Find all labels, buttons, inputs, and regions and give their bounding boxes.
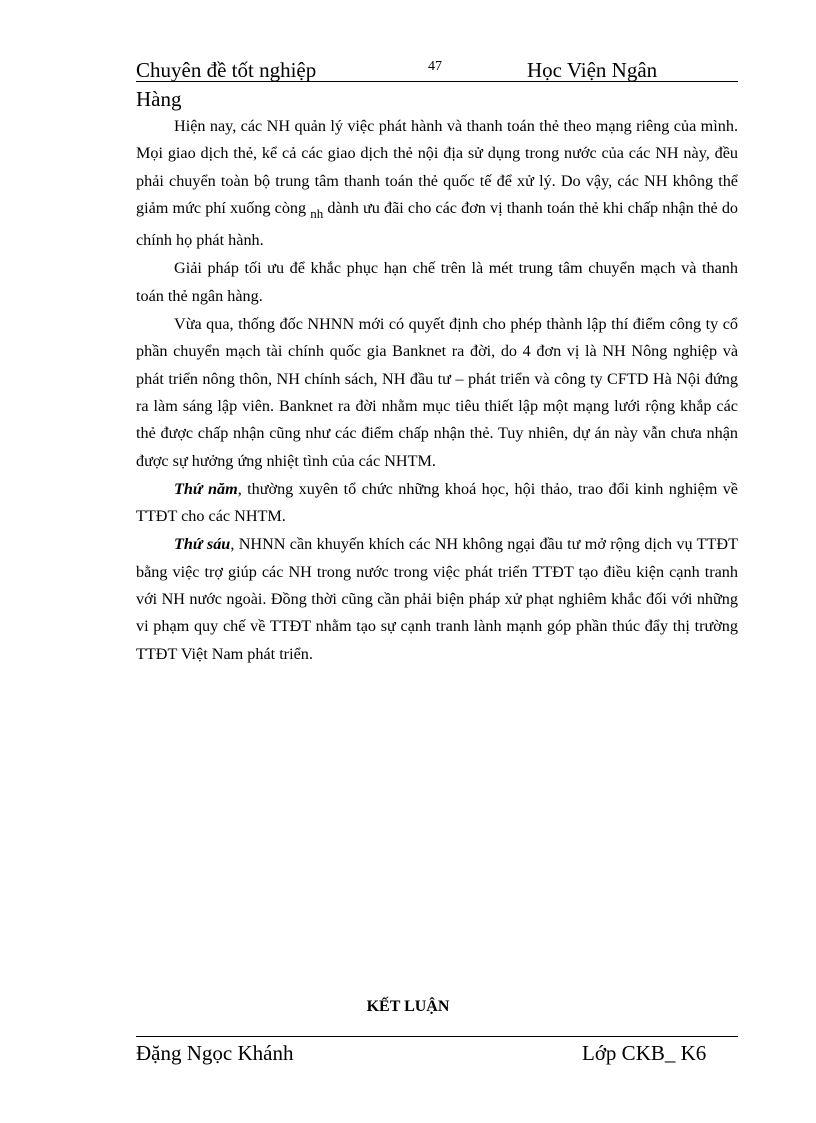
header-institution: Học Viện Ngân — [527, 58, 658, 82]
page-number: 47 — [428, 59, 442, 74]
document-body — [136, 113, 738, 668]
footer-class: Lớp CKB_ K6 — [582, 1041, 707, 1065]
footer-divider — [136, 1036, 738, 1037]
footer-author: Đặng Ngọc Khánh — [136, 1041, 294, 1065]
header-title: Chuyên đề tốt nghiệp — [136, 58, 317, 82]
header-institution-continuation: Hàng — [136, 87, 182, 111]
conclusion-heading: KẾT LUẬN — [366, 998, 450, 1015]
header-divider — [136, 81, 738, 82]
paragraph-5: Thứ sáu, NHNN cần khuyến khích các NH không ngại đầu tư mở rộng dịch vụ TTĐT bằng việc trợ giúp các NH trong nước trong việc phát triển TTĐT tạo điều kiện cạnh tranh với NH nước ngoài. Đồng thời cũng cần phải biện pháp xử phạt nghiêm khắc đối với những vi phạm quy chế về TTĐT nhằm tạo sự cạnh tranh lành mạnh góp phần thúc đẩy thị trường TTĐT Việt Nam phát triển. — [136, 535, 738, 663]
paragraph-4: Thứ năm, thường xuyên tổ chức những khoá học, hội thảo, trao đổi kinh nghiệm về TTĐT cho các NHTM. — [136, 479, 738, 526]
paragraph-1: Hiện nay, các NH quản lý việc phát hành và thanh toán thẻ theo mạng riêng của mình. Mọi giao dịch thẻ, kể cả các giao dịch thẻ nội địa sử dụng trong nước của các NH này, đều phải chuyển toàn bộ trung tâm thanh toán thẻ quốc tế để xử lý. Do vậy, các NH không thể giảm mức phí xuống còng $_{nh}$ dành ưu đãi cho các đơn vị thanh toán thẻ khi chấp nhận thẻ do chính họ phát hành. — [136, 117, 739, 250]
subscript-fragment: nh — [310, 205, 324, 221]
paragraph-5-lead: Thứ sáu — [174, 535, 231, 554]
paragraph-2: Giải pháp tối ưu để khắc phục hạn chế trên là mét trung tâm chuyển mạch và thanh toán thẻ ngân hàng. — [136, 259, 738, 305]
paragraph-4-lead: Thứ năm — [174, 479, 238, 498]
paragraph-3: Vừa qua, thống đốc NHNN mới có quyết định cho phép thành lập thí điểm công ty cổ phần chuyển mạch tài chính quốc gia Banknet ra đời, do 4 đơn vị là NH Nông nghiệp và phát triển nông thôn, NH chính sách, NH đầu tư – phát triển và công ty CFTD Hà Nội đứng ra làm sáng lập viên. Banknet ra đời nhằm mục tiêu thiết lập một mạng lưới rộng khắp các thẻ được chấp nhận cũng như các điểm chấp nhận thẻ. Tuy nhiên, dự án này vẫn chưa nhận được sự hưởng ứng nhiệt tình của các NHTM. — [136, 315, 738, 470]
